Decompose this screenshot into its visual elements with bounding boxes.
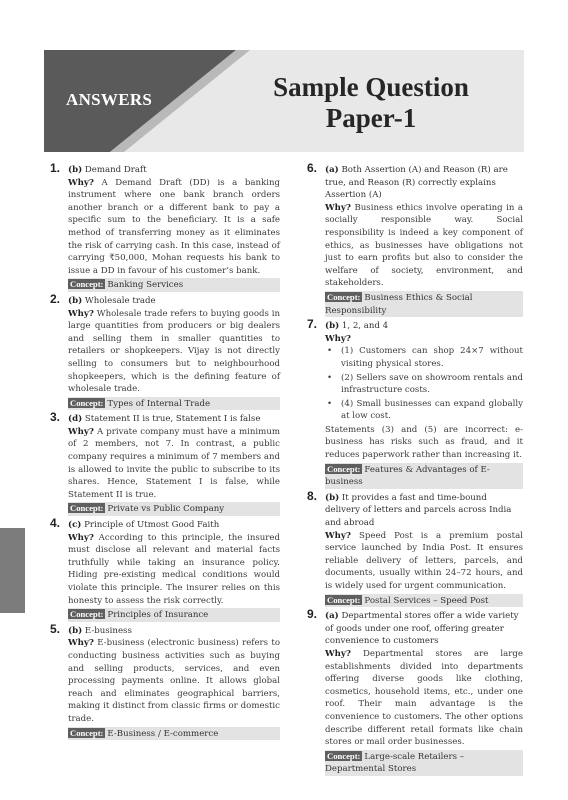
bullet-icon: • bbox=[327, 346, 333, 357]
concept-text: Postal Services – Speed Post bbox=[364, 595, 489, 606]
answer-item-6 bbox=[297, 161, 524, 317]
explanation-after: Statements (3) and (5) are incorrect: e-business has risks such as fraud, and it reduces paperwork rather than increasing it. bbox=[325, 424, 523, 461]
answer-option: (b) bbox=[68, 165, 83, 175]
concept-label: Concept: bbox=[70, 397, 104, 408]
concept-text: E-Business / E-commerce bbox=[107, 728, 219, 739]
answer-item-8 bbox=[297, 488, 523, 607]
answer-item-5 bbox=[40, 621, 281, 740]
answer-heading bbox=[297, 161, 523, 202]
concept-line bbox=[325, 291, 523, 317]
answer-option: (b) bbox=[68, 625, 83, 636]
explanation bbox=[40, 426, 280, 502]
answer-heading bbox=[40, 291, 280, 308]
explanation-text: E-business (electronic business) refers to conducting business activities such as buying and selling products, services, and even processing payments online. It allows global reach and eliminates geographical barriers, making it distinct from classic firms or domestic trade. bbox=[68, 638, 281, 724]
concept-label: Concept: bbox=[327, 291, 361, 302]
title-line-2: Paper-1 bbox=[325, 103, 417, 133]
answer-item-9 bbox=[297, 607, 524, 776]
side-tab-marker bbox=[0, 528, 25, 613]
answer-item-1 bbox=[40, 161, 280, 292]
concept-line bbox=[68, 502, 280, 516]
page-title bbox=[236, 72, 506, 134]
list-item-text: (2) Sellers save on showroom rentals and infrastructure costs. bbox=[341, 372, 523, 396]
list-item bbox=[325, 398, 523, 423]
explanation bbox=[297, 202, 523, 290]
title-line-1: Sample Question bbox=[273, 72, 469, 102]
why-label: Why? bbox=[68, 308, 94, 319]
question-number: 7. bbox=[307, 317, 318, 332]
answer-heading bbox=[40, 410, 280, 426]
concept-label: Concept: bbox=[327, 750, 361, 761]
explanation bbox=[40, 308, 280, 396]
explanation-text: Departmental stores are large establishments divided into departments offering diverse goods like clothing, cosmetics, household items, etc., under one roof. Their main advantage is the convenience to customers. The other options describe different retail formats like chain stores or mail order businesses. bbox=[325, 648, 524, 748]
list-item bbox=[325, 372, 523, 397]
explanation-text: A private company must have a minimum of 2 members, not 7. In contrast, a public company requires a minimum of 7 members and is allowed to invite the public to subscribe to its shares. Hence, Statement I is false, while Statement II is true. bbox=[68, 426, 280, 500]
answer-option: (a) bbox=[325, 611, 339, 622]
explanation-text: A Demand Draft (DD) is a banking instrument where one bank branch orders another branch or a different bank to pay a specific sum to the beneficiary. It is a safe method of transferring money as it eliminates the risk of carrying cash. In this case, instead of carrying ₹50,000, Mohan requests his bank to issue a DD in favour of his customer’s bank. bbox=[68, 177, 280, 276]
concept-label: Concept: bbox=[327, 594, 361, 605]
answer-option: (d) bbox=[68, 414, 83, 425]
answer-heading bbox=[40, 161, 280, 177]
answer-text: 1, 2, and 4 bbox=[341, 321, 389, 332]
answer-text: Both Assertion (A) and Reason (R) are true, and Reason (R) correctly explains Assertion (A) bbox=[325, 165, 508, 201]
explanation-text: Wholesale trade refers to buying goods in large quantities from producers or big dealers and selling them in smaller quantities to retailers or shopkeepers. Vijay is not directly selling to consumers but to neighbourhood shopkeepers, which is the defining feature of wholesale trade. bbox=[68, 308, 281, 395]
answer-heading bbox=[297, 607, 523, 648]
answer-text: E-business bbox=[84, 625, 132, 636]
answer-heading bbox=[297, 317, 523, 333]
list-item-text: (1) Customers can shop 24×7 without visiting physical stores. bbox=[341, 346, 523, 369]
concept-line bbox=[68, 278, 280, 292]
question-number: 2. bbox=[50, 291, 61, 306]
answer-item-3 bbox=[40, 410, 280, 516]
concept-line bbox=[325, 594, 523, 608]
explanation bbox=[297, 530, 523, 593]
explanation bbox=[40, 637, 280, 725]
why-label: Why? bbox=[68, 177, 94, 188]
answer-option: (b) bbox=[325, 492, 340, 503]
concept-text: Principles of Insurance bbox=[107, 610, 209, 621]
answer-item-7 bbox=[297, 317, 523, 489]
answer-text: Wholesale trade bbox=[84, 295, 156, 306]
answers-badge: ANSWERS bbox=[66, 90, 153, 109]
explanation bbox=[40, 532, 280, 608]
explanation-text: Speed Post is a premium postal service launched by India Post. It ensures reliable delivery of letters, parcels, and documents, usually within 24–72 hours, and is widely used for urgent communication. bbox=[325, 530, 523, 591]
right-column bbox=[297, 161, 524, 779]
question-number: 8. bbox=[307, 488, 318, 503]
explanation-text: Business ethics involve operating in a socially responsible way. Social responsibility is indeed a key component of ethics, as businesses have obligations not just to earn profits but also to consider the welfare of society, environment, and stakeholders. bbox=[325, 202, 524, 289]
why-label: Why? bbox=[68, 638, 94, 649]
answer-option: (c) bbox=[68, 520, 82, 531]
explanation bbox=[297, 333, 523, 346]
concept-text: Types of Internal Trade bbox=[107, 398, 211, 409]
answer-item-4 bbox=[40, 516, 280, 622]
answer-option: (a) bbox=[325, 165, 339, 175]
explanation bbox=[40, 177, 280, 278]
question-number: 4. bbox=[50, 516, 61, 531]
why-label: Why? bbox=[325, 202, 351, 213]
list-item-text: (4) Small businesses can expand globally at low cost. bbox=[341, 398, 523, 422]
answer-heading bbox=[40, 516, 280, 532]
concept-line bbox=[68, 397, 280, 411]
concept-line bbox=[68, 727, 280, 741]
concept-line bbox=[325, 750, 523, 776]
answer-text: Departmental stores offer a wide variety of goods under one roof, offering greater convenience to customers bbox=[325, 611, 519, 647]
answer-option: (b) bbox=[325, 321, 340, 332]
concept-line bbox=[325, 463, 523, 489]
concept-label: Concept: bbox=[70, 279, 104, 290]
question-number: 6. bbox=[307, 161, 318, 175]
why-label: Why? bbox=[325, 530, 351, 541]
list-item bbox=[325, 345, 523, 370]
concept-label: Concept: bbox=[70, 503, 104, 514]
answer-text: Statement II is true, Statement I is false bbox=[84, 414, 261, 425]
question-number: 3. bbox=[50, 410, 61, 425]
why-label: Why? bbox=[68, 532, 94, 543]
answer-heading bbox=[40, 621, 280, 638]
explanation bbox=[297, 648, 523, 749]
answer-option: (b) bbox=[68, 295, 83, 306]
answer-text: It provides a fast and time-bound delivery of letters and parcels across India and abroad bbox=[325, 492, 512, 529]
question-number: 5. bbox=[50, 621, 61, 636]
answer-heading bbox=[297, 488, 523, 530]
concept-text: Large-scale Retailers – Departmental Stores bbox=[325, 751, 465, 775]
concept-text: Business Ethics & Social Responsibility bbox=[325, 292, 473, 316]
answer-text: Principle of Utmost Good Faith bbox=[84, 520, 220, 531]
bullet-list bbox=[297, 345, 523, 423]
why-label: Why? bbox=[68, 426, 94, 437]
explanation-text: According to this principle, the insured must disclose all relevant and material facts truthfully while taking an insurance policy. Hiding pre-existing medical conditions would violate this principle. The insurer relies on this honesty to assess the risk correctly. bbox=[68, 532, 280, 606]
answer-item-2 bbox=[40, 291, 281, 410]
why-label: Why? bbox=[325, 333, 351, 344]
question-number: 1. bbox=[50, 161, 61, 175]
why-label: Why? bbox=[325, 648, 351, 659]
concept-line bbox=[68, 608, 280, 622]
bullet-icon: • bbox=[327, 398, 333, 409]
left-column bbox=[40, 161, 281, 743]
answer-text: Demand Draft bbox=[84, 165, 147, 175]
concept-label: Concept: bbox=[327, 463, 361, 474]
concept-text: Features & Advantages of E-business bbox=[325, 464, 490, 488]
concept-label: Concept: bbox=[70, 609, 104, 620]
concept-text: Banking Services bbox=[107, 280, 184, 291]
bullet-icon: • bbox=[327, 372, 333, 383]
concept-label: Concept: bbox=[70, 727, 104, 738]
question-number: 9. bbox=[307, 607, 318, 622]
concept-text: Private vs Public Company bbox=[107, 504, 225, 515]
